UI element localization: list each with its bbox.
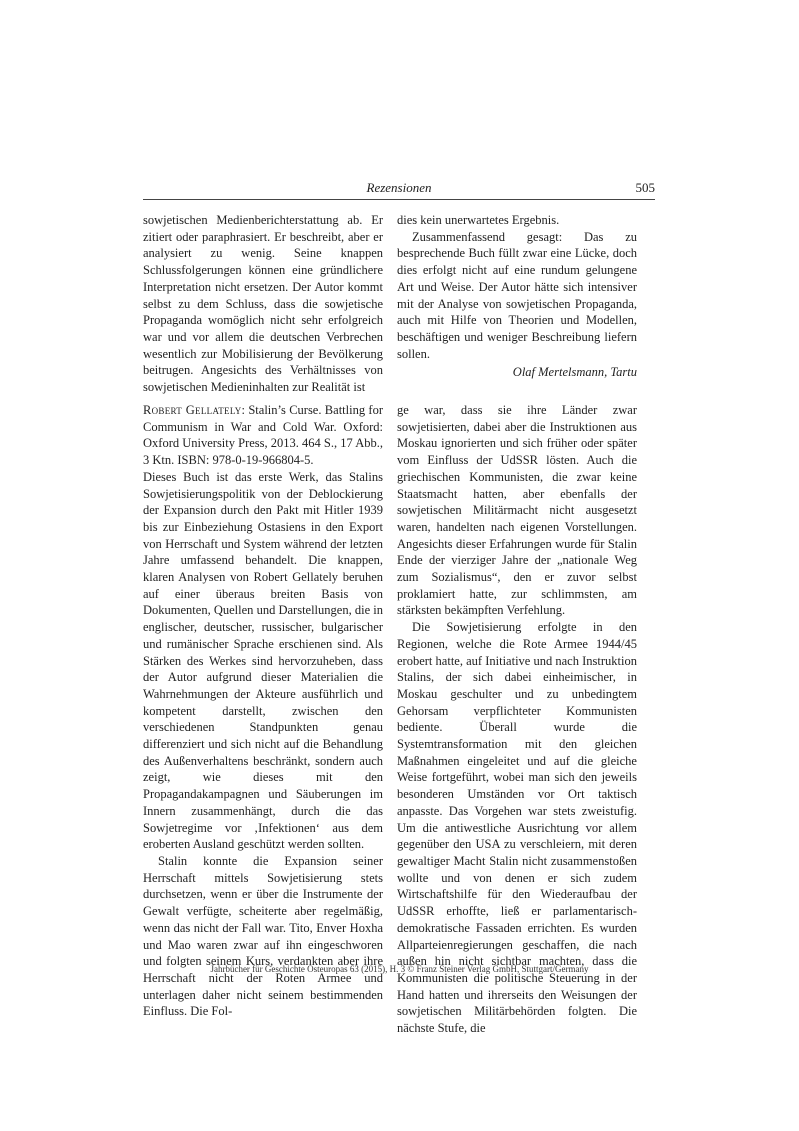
book-citation: : Stalin’s Curse. Battling for Communism in War and Cold War. Oxford: Oxford University Press, 2013. 464 S., 17 Abb., 3 Ktn. ISBN: 978-0-19-966804-5. xyxy=(143,403,383,468)
paragraph: Die Sowjetisierung erfolgte in den Regionen, welche die Rote Armee 1944/45 erobert hatte, auf Initiative und nach Instruktion Stalins, der sich dabei einheimischer, in Moskau geschulter und zu unbedingtem Gehorsam verpflichteter Kommunisten bediente. Überall wurde die Systemtransformation mit den gleichen Maßnahmen eingeleitet und auf die gleiche Weise fortgeführt, wobei man sich den jeweils besonderen Umständen vor Ort taktisch anpasste. Das Vorgehen war stets zweistufig. Um die antiwestliche Ausrichtung vor allem gegenüber den USA zu verschleiern, mit deren gewaltiger Macht Stalin nicht zusammenstoßen wollte und von denen er sich zudem Wirtschaftshilfe für den Wiederaufbau der UdSSR erhoffte, ließ er parlamentarisch-demokratische Fassaden errichten. Es wurden Allparteienregierungen geschaffen, die nach außen hin nicht sichtbar machten, dass die Kommunisten die politische Steuerung in der Hand hatten und ihrerseits den Weisungen der sowjetischen Militärbehörden folgten. Die nächste Stufe, die xyxy=(397,620,637,1036)
paragraph: Stalin konnte die Expansion seiner Herrschaft mittels Sowjetisierung stets durchsetzen, wenn er über die Instrumente der Gewalt verfügte, scheiterte aber regelmäßig, wenn das nicht der Fall war. Tito, Enver Hoxha und Mao waren zwar auf ihn eingeschworen und folgten seinem Kurs, verdankten aber ihre Herrschaft nicht der Roten Armee und unterlagen daher nicht seinem bestimmenden Einfluss. Die Fol- xyxy=(143,853,383,1019)
page-header xyxy=(143,180,655,200)
page-number: 505 xyxy=(635,180,655,195)
running-title: Rezensionen xyxy=(366,180,432,195)
paragraph: ge war, dass sie ihre Länder zwar sowjetisierten, dabei aber die Instruktionen aus Moskau ignorierten und sich früher oder später vom Einfluss der UdSSR lösten. Auch die griechischen Kommunisten, die zwar keine Staatsmacht hatten, aber ebenfalls der sowjetischen Militärmacht nicht ausgesetzt waren, handelten nach eigenen Vorstellungen. Angesichts dieser Erfahrungen wurde für Stalin Ende der vierziger Jahre der „nationale Weg zum Sozialismus“, den er zuvor selbst proklamiert hatte, zur schlimmsten, am stärksten bekämpften Verfehlung. xyxy=(397,403,637,618)
review-right-column xyxy=(397,402,637,1037)
page-footer: Jahrbücher für Geschichte Osteuropas 63 (2015), H. 3 © Franz Steiner Verlag GmbH, Stuttgart/Germany xyxy=(210,964,589,974)
paragraph: Zusammenfassend gesagt: Das zu besprechende Buch füllt zwar eine Lücke, doch dies erfolgt nicht auf eine rundum gelungene Art und Weise. Der Autor hätte sich intensiver mit der Analyse von sowjetischen Propaganda, auch mit Hilfe von Theorien und Modellen, beschäftigen und weniger Beschreibung liefern sollen. xyxy=(397,229,637,361)
paragraph: Dieses Buch ist das erste Werk, das Stalins Sowjetisierungspolitik von der Deblockierung der Expansion durch den Pakt mit Hitler 1939 bis zur Einbeziehung Ostasiens in den Export von Herrschaft und System während der letzten Jahre umfassend behandelt. Die knappen, klaren Analysen von Robert Gellately beruhen auf einer überaus breiten Basis von Dokumenten, Quellen und Darstellungen, die in englischer, deutscher, russischer, bulgarischer und rumänischer Sprache erschienen sind. Als Stärken des Werkes sind hervorzuheben, dass der Autor aufgrund dieser Materialien die Wahrnehmungen der Akteure ausführlich und kompetent darstellt, zwischen den verschiedenen Standpunkten genau differenziert und sich nicht auf die Behandlung des Außenverhaltens beschränkt, sondern auch zeigt, wie dieses mit den Propagandakampagnen und Säuberungen im Innern zusammenhängt, durch die das Sowjetregime vor ‚Infektionen‘ aus dem eroberten Ausland geschützt werden sollten. xyxy=(143,469,383,852)
prev-review-right-column xyxy=(397,212,637,381)
review-left-column xyxy=(143,402,383,1020)
bibliographic-entry xyxy=(143,402,383,469)
book-author: Robert Gellately xyxy=(143,403,242,417)
reviewer-signature: Olaf Mertelsmann, Tartu xyxy=(512,365,637,380)
prev-review-left-column xyxy=(143,212,383,396)
header-rule xyxy=(143,199,655,200)
paragraph: sowjetischen Medienberichterstattung ab. Er zitiert oder paraphrasiert. Er beschreibt, aber er analysiert zu wenig. Seine knappen Schlussfolgerungen können eine gründlichere Interpretation nicht ersetzen. Der Autor kommt selbst zu dem Schluss, dass die sowjetische Propaganda womöglich nicht sehr erfolgreich war und vor allem die deutschen Verbrechen wesentlich zur Mobilisierung der Bevölkerung beitrugen. Angesichts des Verhältnisses von sowjetischen Medieninhalten zur Realität ist xyxy=(143,213,383,395)
paragraph: dies kein unerwartetes Ergebnis. xyxy=(397,213,560,227)
